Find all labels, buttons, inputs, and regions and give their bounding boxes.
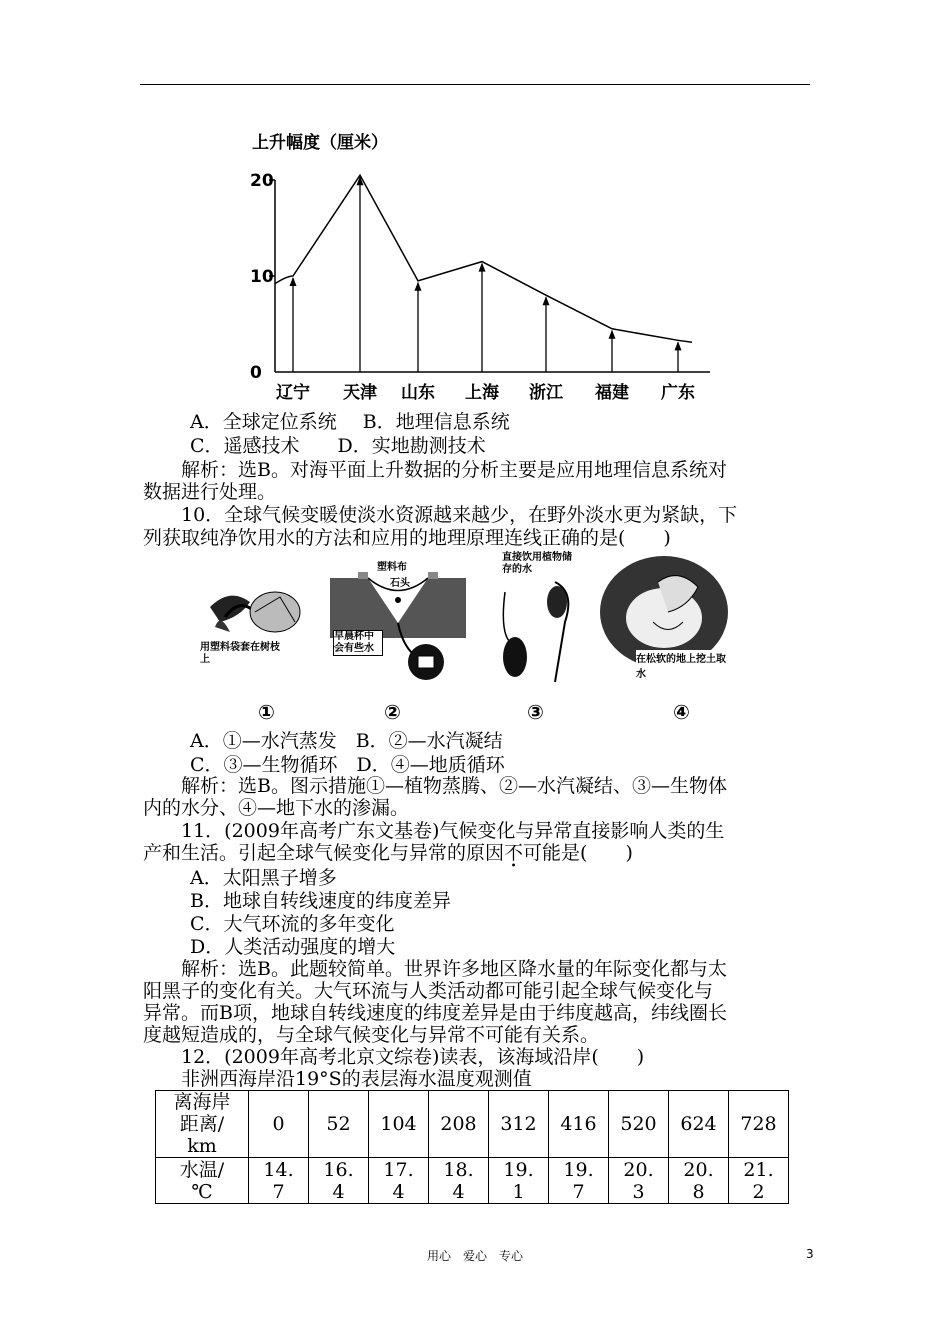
q11-option-b: B．地球自转线速度的纬度差异: [190, 890, 451, 912]
q11-analysis-3: 异常。而B项，地球自转线速度的纬度差异是由于纬度越高，纬线圈长: [143, 1002, 727, 1024]
q11-analysis-1: 解析：选B。此题较简单。世界许多地区降水量的年际变化都与太: [181, 958, 727, 980]
q9-option-a: A．全球定位系统: [190, 411, 337, 433]
q11-option-a: A．太阳黑子增多: [190, 867, 337, 889]
q9-option-d: D．实地勘测技术: [337, 435, 486, 457]
q11-stem-2: 产和生活。引起全球气候变化与异常的原因不可能是( ): [143, 842, 633, 864]
table-cell: 17. 4: [369, 1158, 429, 1204]
figure-2-label-cup: 早晨杯中会有些水: [333, 630, 383, 656]
data-point: [675, 341, 682, 350]
q11-analysis-2: 阳黑子的变化有关。大气环流与人类活动都可能引起全球气候变化与: [143, 980, 714, 1002]
header-rule: [140, 84, 810, 85]
x-tick-label: 天津: [343, 383, 377, 403]
table-cell: 520: [609, 1091, 669, 1158]
table-cell: 20. 8: [669, 1158, 729, 1204]
chart-ylabel: 上升幅度（厘米）: [252, 133, 388, 153]
y-tick-label: 20: [250, 171, 274, 191]
y-tick-label: 10: [250, 267, 274, 287]
x-tick-label: 浙江: [529, 383, 563, 403]
table-cell: 21. 2: [729, 1158, 789, 1204]
q9-option-c: C．遥感技术: [190, 435, 300, 457]
figure-label-2: ②: [384, 700, 401, 724]
data-point: [290, 277, 297, 286]
table-caption: 非洲西海岸沿19°S的表层海水温度观测值: [181, 1068, 532, 1090]
figure-4-label: 在松软的地上挖土取水: [636, 650, 730, 680]
q12-stem: 12．(2009年高考北京文综卷)读表，该海域沿岸( ): [181, 1046, 645, 1068]
y-tick-label: 0: [250, 363, 262, 383]
table-row: [156, 1091, 789, 1158]
table-cell: 19. 7: [549, 1158, 609, 1204]
row-header-temperature: 水温/ ℃: [156, 1158, 249, 1204]
series-line: [275, 175, 692, 342]
q10-options-ab: A．①—水汽蒸发 B．②—水汽凝结: [190, 730, 503, 752]
q11-stem-1: 11．(2009年高考广东文基卷)气候变化与异常直接影响人类的生: [181, 820, 725, 842]
figure-3-plant-water: [485, 572, 585, 692]
figure-2-label-stone: 石头: [390, 578, 410, 589]
x-tick-label: 山东: [401, 383, 435, 403]
table-cell: 16. 4: [309, 1158, 369, 1204]
table-cell: 416: [549, 1091, 609, 1158]
q10-analysis-2: 内的水分、④—地下水的渗漏。: [143, 797, 410, 819]
table-cell: 624: [669, 1091, 729, 1158]
x-tick-label: 上海: [465, 383, 499, 403]
q10-stem-2: 列获取纯净饮用水的方法和应用的地理原理连线正确的是( ): [143, 527, 671, 549]
x-tick-label: 广东: [661, 383, 695, 403]
figure-3-label: 直接饮用植物储存的水: [502, 552, 572, 575]
table-cell: 104: [369, 1091, 429, 1158]
table-cell: 18. 4: [429, 1158, 489, 1204]
data-point: [609, 330, 616, 339]
figure-1-label: 用塑料袋套在树枝上: [200, 642, 280, 665]
figure-label-4: ④: [673, 700, 690, 724]
data-point: [415, 282, 422, 291]
q9-analysis-1: 解析：选B。对海平面上升数据的分析主要是应用地理信息系统对: [181, 459, 727, 481]
table-cell: 312: [489, 1091, 549, 1158]
footer-text: 用心 爱心 专心: [426, 1249, 523, 1263]
page-number: 3: [806, 1247, 814, 1261]
data-point: [543, 296, 550, 305]
sea-temperature-table: [155, 1090, 789, 1204]
q11-option-c: C．大气环流的多年变化: [190, 913, 395, 935]
table-cell: 728: [729, 1091, 789, 1158]
table-cell: 14. 7: [249, 1158, 309, 1204]
q10-options-cd: C．③—生物循环 D．④—地质循环: [190, 754, 505, 776]
figure-label-3: ③: [527, 700, 544, 724]
q11-analysis-4: 度越短造成的，与全球气候变化与异常不可能有关系。: [143, 1024, 600, 1046]
table-cell: 19. 1: [489, 1158, 549, 1204]
x-tick-label: 福建: [595, 383, 629, 403]
q10-analysis-1: 解析：选B。图示措施①—植物蒸腾、②—水汽凝结、③—生物体: [181, 775, 727, 797]
q9-option-b: B．地理信息系统: [362, 411, 510, 433]
figure-2-label-plastic: 塑料布: [377, 562, 407, 573]
water-collection-figures: [200, 552, 730, 727]
table-cell: 52: [309, 1091, 369, 1158]
figure-label-1: ①: [258, 700, 275, 724]
table-cell: 208: [429, 1091, 489, 1158]
emphasis-not: 不: [504, 842, 524, 864]
x-tick-label: 辽宁: [276, 383, 310, 403]
q9-analysis-2: 数据进行处理。: [143, 481, 277, 503]
table-cell: 20. 3: [609, 1158, 669, 1204]
row-header-distance: 离海岸 距离/ km: [156, 1091, 249, 1158]
q11-option-d: D．人类活动强度的增大: [190, 936, 396, 958]
data-point: [479, 263, 486, 272]
table-cell: 0: [249, 1091, 309, 1158]
sea-level-rise-chart: [240, 120, 720, 410]
table-row: [156, 1158, 789, 1204]
q10-stem-1: 10．全球气候变暖使淡水资源越来越少，在野外淡水更为紧缺，下: [181, 504, 738, 526]
